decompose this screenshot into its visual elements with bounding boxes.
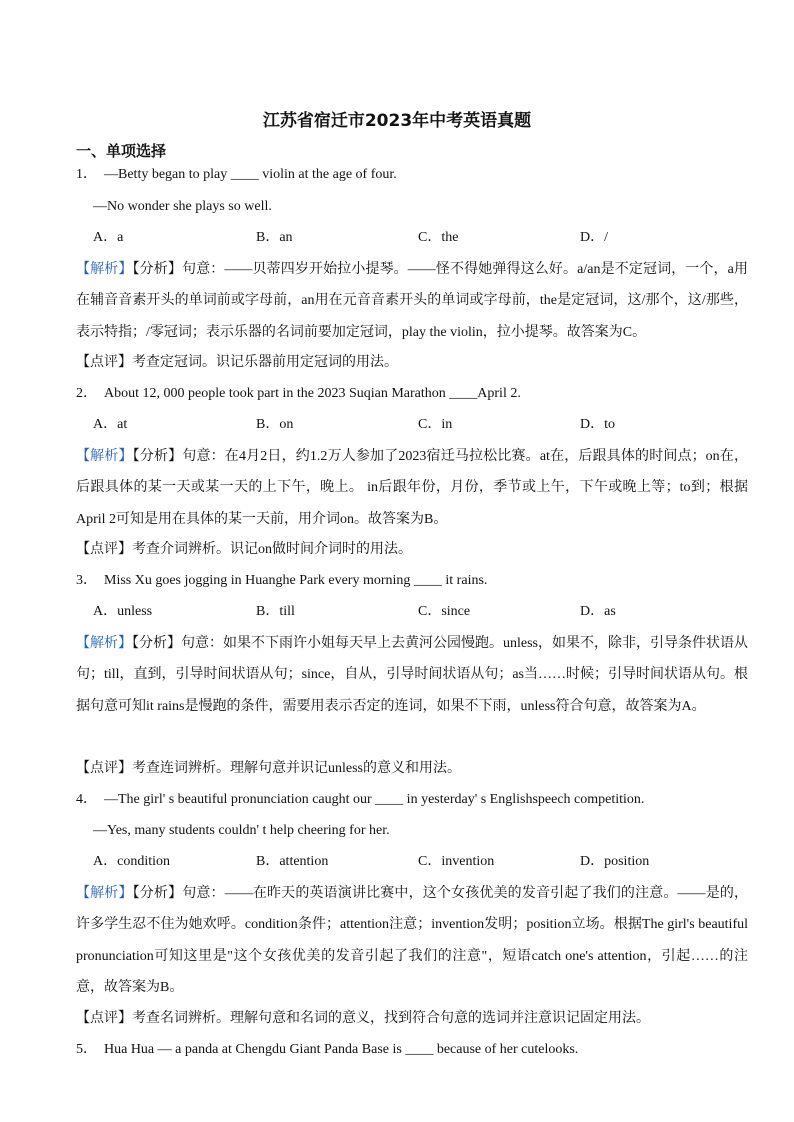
option-1-d: D．/ xyxy=(580,230,608,245)
option-2-d: D．to xyxy=(580,417,615,432)
option-2-a: A．at xyxy=(93,417,128,432)
option-4-b: B．attention xyxy=(256,854,329,869)
analysis-4: 【解析】【分析】句意：——在昨天的英语演讲比赛中，这个女孩优美的发音引起了我们的注意。——是的，许多学生忍不住为她欢呼。condition条件；attention注意；invention发明；position立场。根据The girl's beautiful pronunciation可知这里是"这个女孩优美的发音引起了我们的注意"，短语catch one's attention，引起……的注意，故答案为B。 xyxy=(76,886,749,995)
analysis-1: 【解析】【分析】句意：——贝蒂四岁开始拉小提琴。——怪不得她弹得这么好。a/an是不定冠词，一个，a用在辅音音素开头的单词前或字母前，an用在元音音素开头的单词或字母前，the是定冠词，这/那个，这/那些，表示特指；/零冠词；表示乐器的名词前要加定冠词，play the violin，拉小提琴。故答案为C。 xyxy=(76,262,749,340)
option-2-b: B．on xyxy=(256,417,294,432)
note-1: 【点评】考查定冠词。识记乐器前用定冠词的用法。 xyxy=(76,355,398,370)
question-4: 4． —The girl' s beautiful pronunciation caught our ____ in yesterday' s Englishspeech competition. xyxy=(76,792,645,807)
option-1-b: B．an xyxy=(256,230,293,245)
question-5: 5． Hua Hua — a panda at Chengdu Giant Panda Base is ____ because of her cutelooks. xyxy=(76,1042,579,1057)
analysis-tag: 【解析】 xyxy=(76,886,133,901)
option-3-b: B．till xyxy=(256,604,295,619)
question-2: 2． About 12, 000 people took part in the 2023 Suqian Marathon ____April 2. xyxy=(76,386,521,401)
option-4-c: C．invention xyxy=(418,854,495,869)
option-1-c: C．the xyxy=(418,230,459,245)
analysis-3: 【解析】【分析】句意：如果不下雨许小姐每天早上去黄河公园慢跑。unless，如果不，除非，引导条件状语从句；till，直到，引导时间状语从句；since，自从，引导时间状语从句；as当……时候；引导时间状语从句。根据句意可知it rains是慢跑的条件，需要用表示否定的连词，如果不下雨，unless符合句意，故答案为A。 xyxy=(76,636,748,714)
option-4-d: D．position xyxy=(580,854,650,869)
question-3: 3． Miss Xu goes jogging in Huanghe Park every morning ____ it rains. xyxy=(76,573,488,588)
analysis-2: 【解析】【分析】句意：在4月2日，约1.2万人参加了2023宿迁马拉松比赛。at在，后跟具体的时间点；on在，后跟具体的某一天或某一天的上下午，晚上。 in后跟年份，月份，季节或上午，下午或晚上等；to到；根据April 2可知是用在具体的某一天前，用介词on。故答案为B。 xyxy=(76,449,749,527)
option-3-a: A．unless xyxy=(93,604,153,619)
note-4: 【点评】考查名词辨析。理解句意和名词的意义，找到符合句意的选词并注意识记固定用法。 xyxy=(76,1011,650,1026)
option-4-a: A．condition xyxy=(93,854,170,869)
analysis-tag: 【解析】 xyxy=(76,636,132,651)
option-1-a: A．a xyxy=(93,230,124,245)
question-1-line-2: —No wonder she plays so well. xyxy=(93,199,272,214)
page-title: 江苏省宿迁市2023年中考英语真题 xyxy=(262,111,532,131)
section-heading: 一、单项选择 xyxy=(76,142,167,160)
option-3-d: D．as xyxy=(580,604,616,619)
note-3: 【点评】考查连词辨析。理解句意并识记unless的意义和用法。 xyxy=(76,761,461,776)
note-2: 【点评】考查介词辨析。识记on做时间介词时的用法。 xyxy=(76,542,412,557)
analysis-tag: 【解析】 xyxy=(76,449,133,464)
option-2-c: C．in xyxy=(418,417,453,432)
question-4-line-2: —Yes, many students couldn' t help cheering for her. xyxy=(93,823,390,838)
analysis-tag: 【解析】 xyxy=(76,262,133,277)
option-3-c: C．since xyxy=(418,604,471,619)
question-1: 1． —Betty began to play ____ violin at the age of four. xyxy=(76,167,397,182)
